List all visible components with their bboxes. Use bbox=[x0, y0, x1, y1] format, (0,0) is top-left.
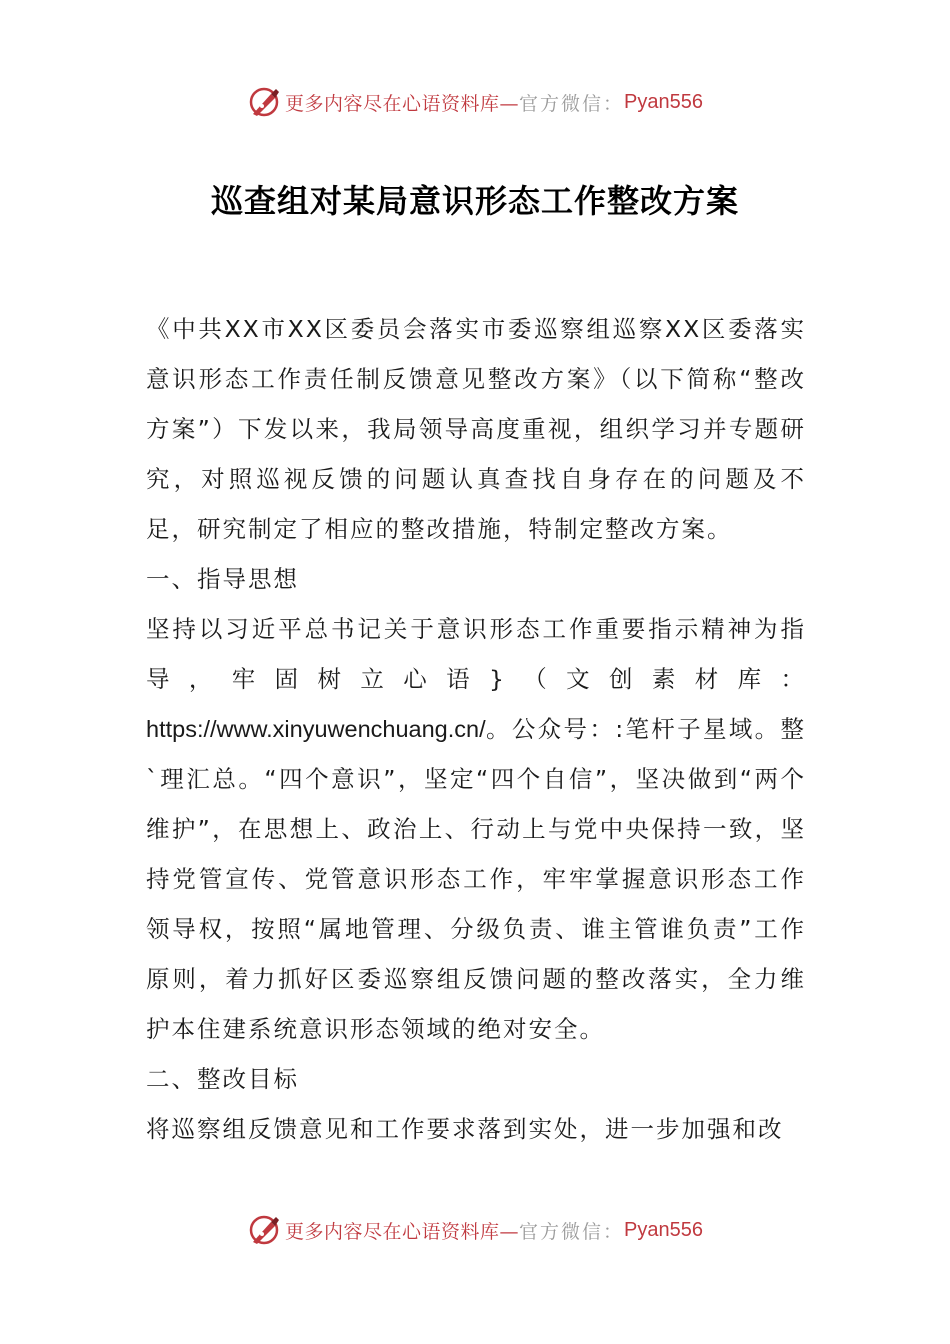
guiding-thought-paragraph bbox=[146, 604, 806, 1054]
header-slogan: 更多内容尽在心语资料库— bbox=[285, 92, 520, 115]
guiding-thought-text-b: 。公众号：:笔杆子星域。整`理汇总。“四个意识”，坚定“四个自信”，坚决做到“两个维护”，在思想上、政治上、行动上与党中央保持一致，坚持党管宣传、党管意识形态工作，牢牢掌握意识形态工作领导权，按照“属地管理、分级负责、谁主管谁负责”工作原则，着力抓好区委巡察组反馈问题的整改落实，全力维护本住建系统意识形态领域的绝对安全。 bbox=[146, 715, 806, 1043]
footer-slogan: 更多内容尽在心语资料库— bbox=[285, 1220, 520, 1243]
footer-watermark bbox=[0, 1210, 950, 1250]
header-wechat-id: Pyan556 bbox=[624, 90, 703, 113]
header-watermark bbox=[0, 82, 950, 122]
footer-wechat-id: Pyan556 bbox=[624, 1218, 703, 1241]
document-title: 巡查组对某局意识形态工作整改方案 bbox=[210, 182, 739, 220]
footer-wechat-label: 官方微信： bbox=[519, 1220, 625, 1243]
intro-paragraph: 《中共XX市XX区委员会落实市委巡察组巡察XX区委落实意识形态工作责任制反馈意见整改方案》（以下简称“整改方案”）下发以来，我局领导高度重视，组织学习并专题研究，对照巡视反馈的问题认真查找自身存在的问题及不足，研究制定了相应的整改措施，特制定整改方案。 bbox=[146, 315, 806, 543]
guiding-thought-text-a: 坚持以习近平总书记关于意识形态工作重要指示精神为指导，牢固树立心语}（文创素材库： bbox=[146, 615, 806, 693]
section-heading-guiding-thought: 一、指导思想 bbox=[146, 565, 299, 593]
pen-nib-logo-icon bbox=[247, 1213, 281, 1247]
pen-nib-logo-icon bbox=[247, 85, 281, 119]
section-heading-rectification-goal: 二、整改目标 bbox=[146, 1065, 299, 1093]
header-wechat-label: 官方微信： bbox=[519, 92, 625, 115]
document-body bbox=[146, 304, 806, 1154]
rectification-goal-paragraph: 将巡察组反馈意见和工作要求落到实处，进一步加强和改 bbox=[146, 1115, 784, 1143]
website-link[interactable]: https://www.xinyuwenchuang.cn/ bbox=[146, 716, 486, 742]
